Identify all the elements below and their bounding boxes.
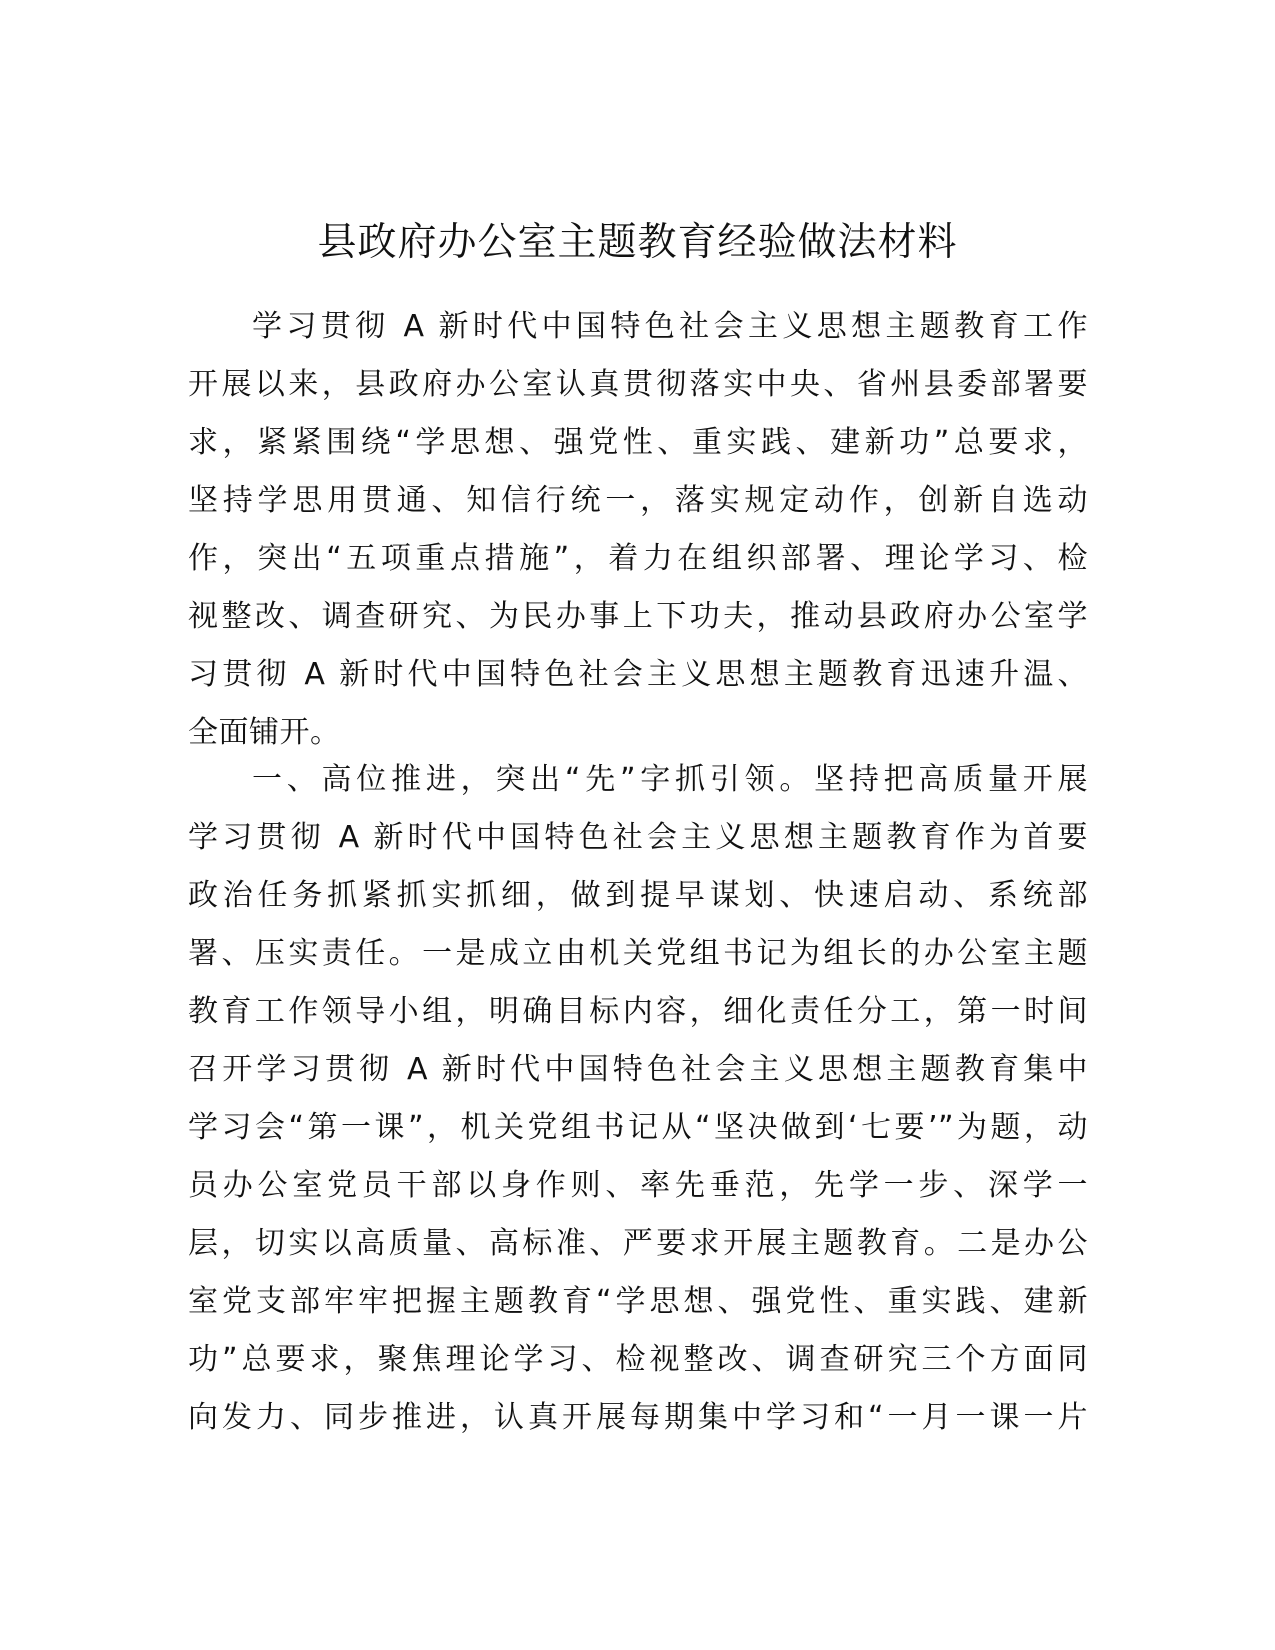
paragraph-line: 召开学习贯彻 A 新时代中国特色社会主义思想主题教育集中 bbox=[188, 1052, 1088, 1087]
paragraph-line: 视整改、调查研究、为民办事上下功夫，推动县政府办公室学 bbox=[188, 599, 1088, 634]
paragraph-line: 学习会“第一课”，机关党组书记从“坚决做到‘七要’”为题，动 bbox=[188, 1110, 1088, 1145]
paragraph-line: 一、高位推进，突出“先”字抓引领。坚持把高质量开展 bbox=[252, 762, 1088, 797]
paragraph-line: 政治任务抓紧抓实抓细，做到提早谋划、快速启动、系统部 bbox=[188, 878, 1088, 913]
paragraph-line: 习贯彻 A 新时代中国特色社会主义思想主题教育迅速升温、 bbox=[188, 657, 1088, 692]
paragraph-line: 教育工作领导小组，明确目标内容，细化责任分工，第一时间 bbox=[188, 994, 1088, 1029]
paragraph-line: 全面铺开。 bbox=[188, 715, 341, 750]
paragraph-line: 署、压实责任。一是成立由机关党组书记为组长的办公室主题 bbox=[188, 936, 1088, 971]
paragraph-section-one bbox=[188, 751, 1088, 1447]
paragraph-intro bbox=[188, 298, 1088, 762]
paragraph-line: 层，切实以高质量、高标准、严要求开展主题教育。二是办公 bbox=[188, 1226, 1088, 1261]
paragraph-line: 向发力、同步推进，认真开展每期集中学习和“一月一课一片 bbox=[188, 1400, 1088, 1435]
paragraph-line: 学习贯彻 A 新时代中国特色社会主义思想主题教育作为首要 bbox=[188, 820, 1088, 855]
paragraph-line: 学习贯彻 A 新时代中国特色社会主义思想主题教育工作 bbox=[252, 309, 1088, 344]
paragraph-line: 作，突出“五项重点措施”，着力在组织部署、理论学习、检 bbox=[188, 541, 1088, 576]
paragraph-line: 员办公室党员干部以身作则、率先垂范，先学一步、深学一 bbox=[188, 1168, 1088, 1203]
paragraph-line: 求，紧紧围绕“学思想、强党性、重实践、建新功”总要求， bbox=[188, 425, 1088, 460]
paragraph-line: 坚持学思用贯通、知信行统一，落实规定动作，创新自选动 bbox=[188, 483, 1088, 518]
paragraph-line: 室党支部牢牢把握主题教育“学思想、强党性、重实践、建新 bbox=[188, 1284, 1088, 1319]
document-title: 县政府办公室主题教育经验做法材料 bbox=[317, 220, 958, 265]
paragraph-line: 功”总要求，聚焦理论学习、检视整改、调查研究三个方面同 bbox=[188, 1342, 1088, 1377]
paragraph-line: 开展以来，县政府办公室认真贯彻落实中央、省州县委部署要 bbox=[188, 367, 1088, 402]
